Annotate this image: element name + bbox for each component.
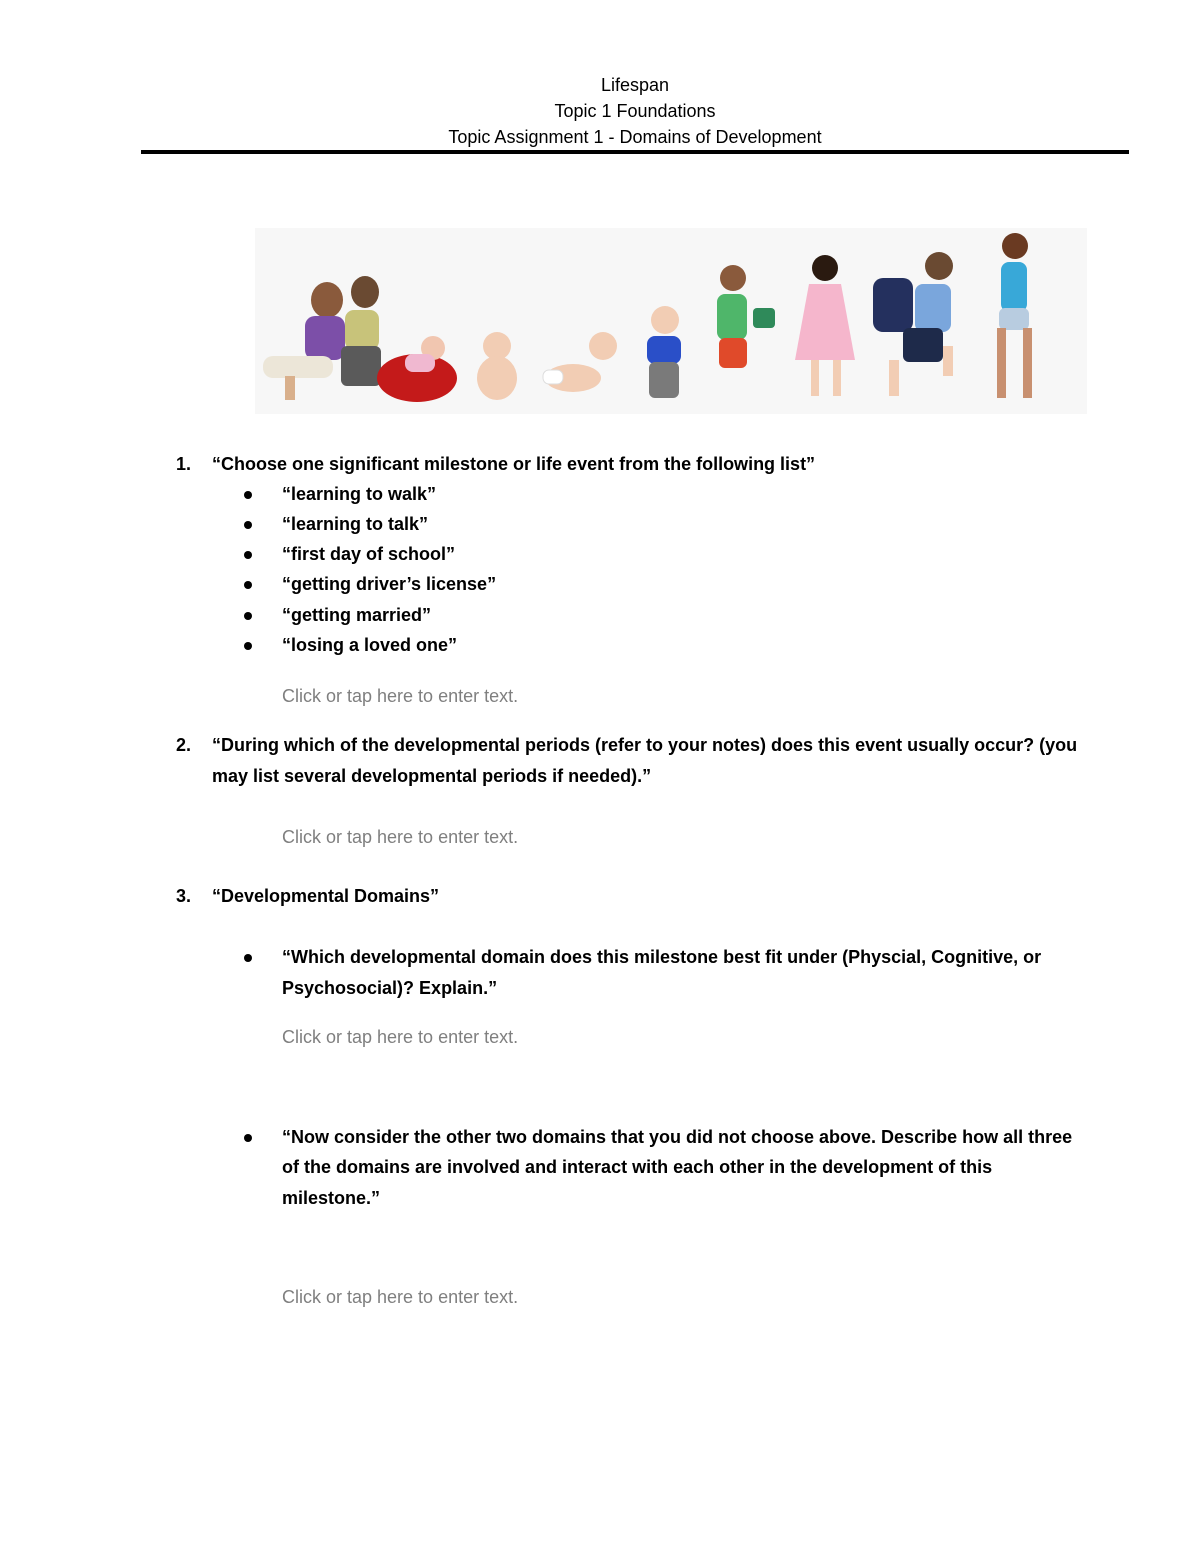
answer-field-3a[interactable]: Click or tap here to enter text. xyxy=(282,1027,519,1047)
sub-question-line-1: “Which developmental domain does this milestone best fit under (Physcial, Cognitive, or xyxy=(282,947,1042,967)
bullet-icon xyxy=(244,612,252,620)
option-text: “first day of school” xyxy=(282,544,456,564)
option-text: “getting married” xyxy=(282,605,432,625)
bullet-icon xyxy=(244,642,252,650)
question-number: 2. xyxy=(176,735,192,755)
answer-field-3b[interactable]: Click or tap here to enter text. xyxy=(282,1287,519,1307)
bullet-icon xyxy=(244,1134,252,1142)
topic-title: Topic 1 Foundations xyxy=(554,101,716,121)
course-title: Lifespan xyxy=(600,75,670,95)
question-number: 1. xyxy=(176,454,192,474)
question-text: “Developmental Domains” xyxy=(212,886,440,906)
development-stages-image xyxy=(255,228,1087,414)
sub-question-line-2: Psychosocial)? Explain.” xyxy=(282,978,498,998)
sub-question-line-3: milestone.” xyxy=(282,1188,381,1208)
bullet-icon xyxy=(244,581,252,589)
document-header xyxy=(0,72,1200,150)
question-text-line-1: “During which of the developmental periods (refer to your notes) does this event usually occur? (you xyxy=(212,735,1078,755)
toddler-figure xyxy=(647,306,681,398)
sub-question-line-1: “Now consider the other two domains that you did not choose above. Describe how all three xyxy=(282,1127,1073,1147)
option-text: “getting driver’s license” xyxy=(282,574,497,594)
option-text: “learning to talk” xyxy=(282,514,429,534)
answer-field-1[interactable]: Click or tap here to enter text. xyxy=(282,686,519,706)
answer-field-2[interactable]: Click or tap here to enter text. xyxy=(282,827,519,847)
header-divider xyxy=(141,150,1129,154)
option-text: “losing a loved one” xyxy=(282,635,458,655)
bullet-icon xyxy=(244,521,252,529)
sub-question-line-2: of the domains are involved and interact with each other in the development of this xyxy=(282,1157,993,1177)
question-text: “Choose one significant milestone or life event from the following list” xyxy=(212,454,816,474)
bullet-icon xyxy=(244,551,252,559)
option-text: “learning to walk” xyxy=(282,484,437,504)
assignment-title: Topic Assignment 1 - Domains of Development xyxy=(448,127,822,147)
bullet-icon xyxy=(244,491,252,499)
bullet-icon xyxy=(244,954,252,962)
question-number: 3. xyxy=(176,886,192,906)
question-text-line-2: may list several developmental periods if needed).” xyxy=(212,766,652,786)
